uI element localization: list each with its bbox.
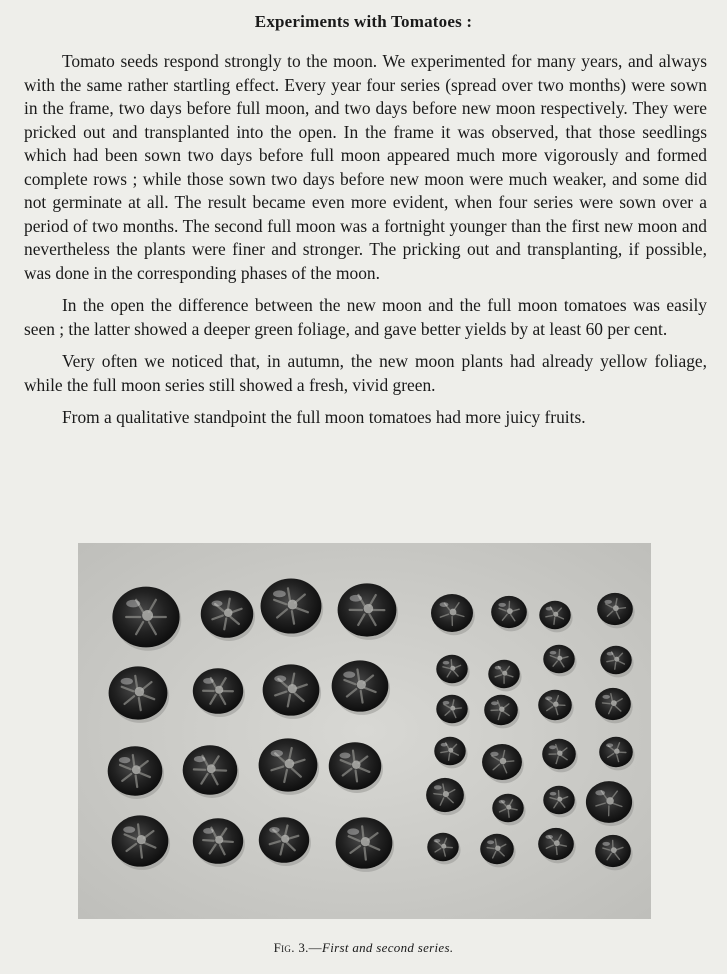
caption-separator: — xyxy=(308,940,322,955)
figure-caption-text: First and second series. xyxy=(321,940,454,955)
figure-label: Fig. 3. xyxy=(273,940,309,955)
figure-caption xyxy=(0,940,727,956)
paragraph-4: From a qualitative standpoint the full moon tomatoes had more juicy fruits. xyxy=(62,407,586,427)
article-body xyxy=(24,50,707,439)
tomato-photo-drawing xyxy=(78,543,651,919)
page-title: Experiments with Tomatoes : xyxy=(254,12,473,31)
tomato-photograph xyxy=(78,543,651,919)
paragraph-3: Very often we noticed that, in autumn, the new moon plants had already yellow foliage, while the full moon series still showed a fresh, vivid green. xyxy=(24,351,707,395)
paragraph-1: Tomato seeds respond strongly to the moon. We experimented for many years, and always with the same rather startling effect. Every year four series (spread over two months) were sown in the frame, two days before full moon, and two days before new moon respectively. They were pricked out and transplanted into the open. In the frame it was observed, that those seedlings which had been sown two days before full moon appeared much more vigorously and formed complete rows ; while those sown two days before new moon were much weaker, and some did not germinate at all. The result became even more evident, when four series were sown over a period of two months. The second full moon was a fortnight younger than the first new moon and nevertheless the plants were finer and stronger. The pricking out and transplanting, if possible, was done in the corresponding phases of the moon. xyxy=(24,51,707,283)
paragraph-2: In the open the difference between the new moon and the full moon tomatoes was easily seen ; the latter showed a deeper green foliage, and gave better yields by at least 60 per cent. xyxy=(24,295,707,339)
